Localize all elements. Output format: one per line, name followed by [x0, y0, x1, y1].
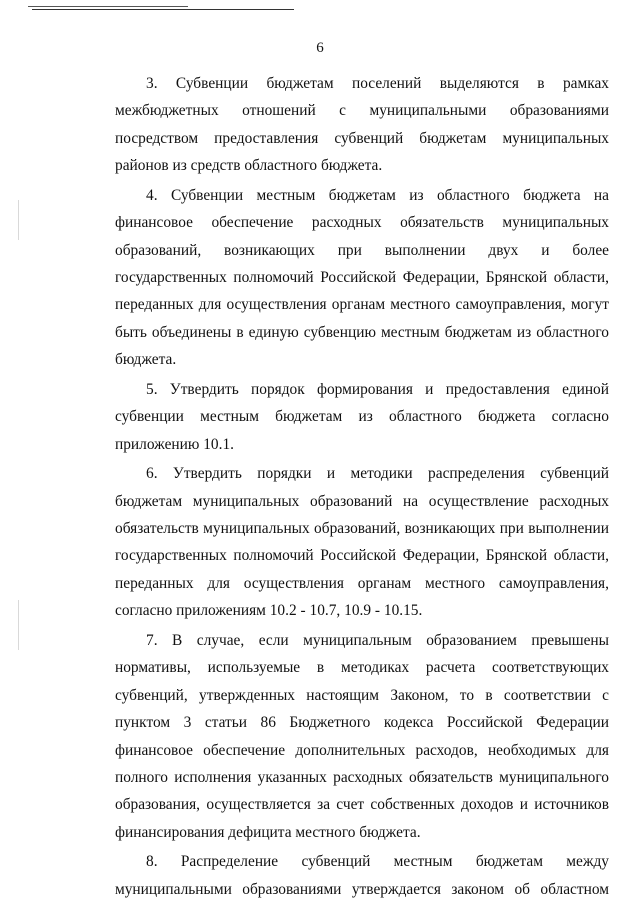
- paragraph-7: 7. В случае, если муниципальным образованием превышены нормативы, используемые в методиках расчета соответствующих субвенций, утвержденных настоящим Законом, то в соответствии с пунктом 3 статьи 86 Бюджетного кодекса Российской Федерации финансовое обеспечение дополнительных расходов, необходимых для полного исполнения указанных расходных обязательств муниципального образования, осуществляется за счет собственных доходов и источников финансирования дефицита местного бюджета.: [115, 631, 609, 841]
- paragraph-4: 4. Субвенции местным бюджетам из областного бюджета на финансовое обеспечение расходных обязательств муниципальных образований, возникающих при выполнении двух и более государственных полномочий Российской Федерации, Брянской области, переданных для осуществления органам местного самоуправления, могут быть объединены в единую субвенцию местным бюджетам из областного бюджета.: [115, 186, 609, 369]
- document-body: [115, 70, 609, 905]
- header-rule-short: [28, 6, 188, 7]
- header-rule: [32, 9, 294, 10]
- paragraph-3: 3. Субвенции бюджетам поселений выделяются в рамках межбюджетных отношений с муниципальными образованиями посредством предоставления субвенций бюджетам муниципальных районов из средств областного бюджета.: [115, 75, 609, 175]
- left-margin-mark: [18, 200, 19, 240]
- paragraph-6: 6. Утвердить порядки и методики распределения субвенций бюджетам муниципальных образований на осуществление расходных обязательств муниципальных образований, возникающих при выполнении государственных полномочий Российской Федерации, Брянской области, переданных для осуществления органам местного самоуправления, согласно приложениям 10.2 - 10.7, 10.9 - 10.15.: [115, 465, 609, 620]
- paragraph-8: 8. Распределение субвенций местным бюджетам между муниципальными образованиями утверждается законом об областном: [115, 853, 609, 898]
- page-number: 6: [316, 40, 324, 56]
- paragraph-5: 5. Утвердить порядок формирования и предоставления единой субвенции местным бюджетам из областного бюджета согласно приложению 10.1.: [115, 380, 609, 453]
- left-margin-mark: [18, 600, 19, 650]
